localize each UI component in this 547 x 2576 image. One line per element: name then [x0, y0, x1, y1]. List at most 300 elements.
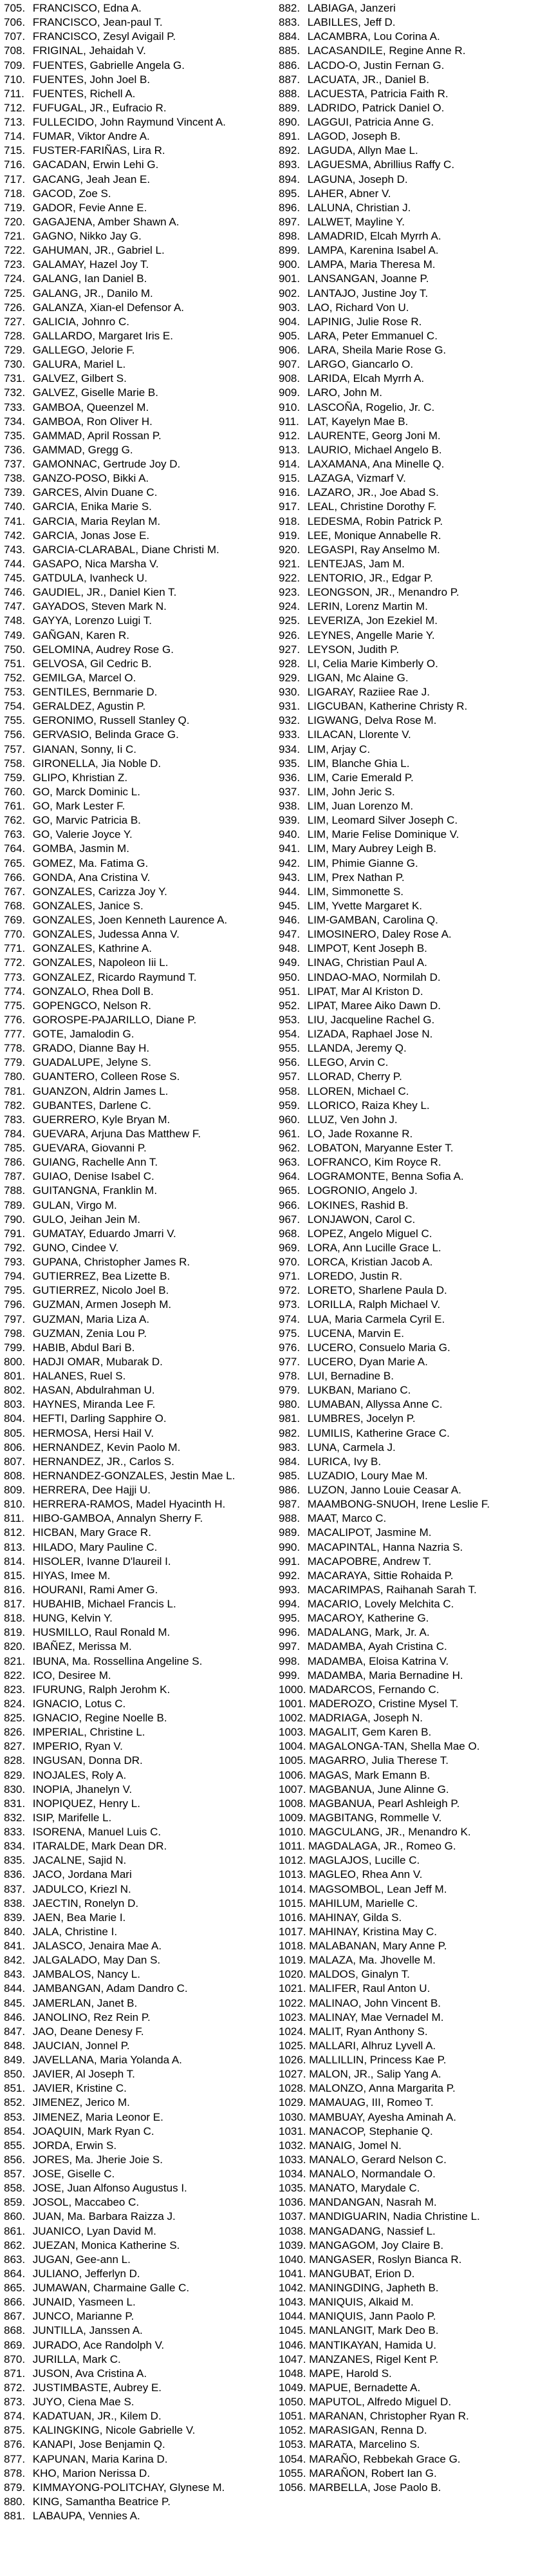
- list-item: [4, 1469, 274, 1483]
- list-item: [4, 415, 274, 429]
- list-item: [279, 1426, 547, 1441]
- list-item-name: LUCENA, Marvin E.: [307, 1327, 404, 1340]
- list-item-number: 763.: [4, 828, 26, 841]
- list-item-name: MALDOS, Ginalyn T.: [309, 1968, 410, 1981]
- list-item-number: 1027.: [279, 2068, 306, 2081]
- list-item-number: 995.: [279, 1612, 301, 1625]
- list-item: [4, 529, 274, 543]
- list-item-name: LAURENTE, Georg Joni M.: [307, 429, 441, 442]
- list-item-number: 1054.: [279, 2452, 306, 2465]
- list-item-name: LORCA, Kristian Jacob A.: [307, 1256, 433, 1268]
- list-item-number: 925.: [279, 614, 301, 627]
- list-item-number: 1001.: [279, 1697, 306, 1710]
- list-item-number: 817.: [4, 1598, 26, 1610]
- list-item-name: LIMOSINERO, Daley Rose A.: [307, 928, 452, 941]
- list-item-name: FUENTES, John Joel B.: [32, 73, 151, 86]
- list-item-number: 1041.: [279, 2267, 306, 2280]
- list-item-name: GAMBOA, Queenzel M.: [32, 401, 149, 413]
- list-item-number: 878.: [4, 2467, 26, 2479]
- list-item-number: 872.: [4, 2381, 26, 2394]
- list-item-name: MANDANGAN, Nasrah M.: [309, 2196, 437, 2209]
- list-item-number: 1037.: [279, 2210, 306, 2223]
- list-item: [4, 15, 274, 30]
- list-item-name: GUADALUPE, Jelyne S.: [32, 1056, 151, 1069]
- list-item-number: 907.: [279, 358, 301, 371]
- list-item-name: LEVERIZA, Jon Ezekiel M.: [307, 614, 438, 627]
- list-item-number: 762.: [4, 814, 26, 827]
- list-item: [279, 115, 547, 129]
- list-item-name: JIMENEZ, Jerico M.: [32, 2096, 130, 2109]
- list-item-name: LEGASPI, Ray Anselmo M.: [307, 543, 440, 556]
- list-item-number: 747.: [4, 600, 26, 613]
- list-item: [279, 2281, 547, 2295]
- list-item-name: JAVIER, Kristine C.: [32, 2082, 127, 2095]
- list-item-number: 1025.: [279, 2039, 306, 2052]
- list-item: [279, 2195, 547, 2210]
- list-item-number: 753.: [4, 686, 26, 698]
- list-item-number: 892.: [279, 144, 301, 157]
- list-item-number: 735.: [4, 429, 26, 442]
- list-item-number: 1050.: [279, 2396, 306, 2408]
- list-item-number: 732.: [4, 386, 26, 399]
- list-item-name: KING, Samantha Beatrice P.: [32, 2495, 171, 2508]
- list-item-name: MACARAYA, Sittie Rohaida P.: [307, 1569, 454, 1582]
- list-item: [279, 942, 547, 956]
- list-item-name: ISORENA, Manuel Luis C.: [32, 1826, 162, 1838]
- list-item-name: GERVASIO, Belinda Grace G.: [32, 728, 179, 741]
- list-item-name: LIM, Phimie Gianne G.: [307, 857, 418, 869]
- list-item-name: LURICA, Ivy B.: [307, 1455, 382, 1468]
- list-item-name: GONZALES, Joen Kenneth Laurence A.: [32, 914, 228, 926]
- list-item: [279, 1241, 547, 1255]
- list-item: [279, 1099, 547, 1113]
- list-item-name: GUMATAY, Eduardo Jmarri V.: [32, 1227, 176, 1240]
- list-item: [4, 272, 274, 286]
- list-item-number: 988.: [279, 1512, 301, 1525]
- list-item: [4, 329, 274, 343]
- list-item-number: 909.: [279, 386, 301, 399]
- list-item-number: 796.: [4, 1298, 26, 1311]
- list-item: [4, 1383, 274, 1397]
- list-item-number: 901.: [279, 272, 301, 285]
- list-item: [4, 1255, 274, 1269]
- list-item-name: GOTE, Jamalodin G.: [32, 1028, 134, 1040]
- list-item-number: 768.: [4, 899, 26, 912]
- list-item: [4, 2210, 274, 2224]
- list-item-name: GUIANG, Rachelle Ann T.: [32, 1156, 158, 1169]
- list-item-name: GONZALES, Kathrine A.: [32, 942, 152, 955]
- list-item-number: 782.: [4, 1099, 26, 1112]
- list-item-number: 974.: [279, 1312, 301, 1325]
- list-item-number: 740.: [4, 500, 26, 513]
- list-item: [279, 1654, 547, 1669]
- list-item-name: KANAPI, Jose Benjamin Q.: [32, 2438, 165, 2451]
- list-item-name: LIM, Prex Nathan P.: [307, 871, 405, 884]
- list-item-name: GONZALES, Janice S.: [32, 899, 144, 912]
- list-item-name: JURADO, Ace Randolph V.: [32, 2338, 165, 2351]
- list-item-name: JOAQUIN, Mark Ryan C.: [32, 2125, 154, 2137]
- list-item: [279, 301, 547, 315]
- list-item: [4, 1911, 274, 1925]
- list-item: [4, 1013, 274, 1027]
- list-item: [4, 1540, 274, 1555]
- list-item: [4, 30, 274, 44]
- list-item-number: 754.: [4, 700, 26, 713]
- list-item: [279, 2267, 547, 2281]
- list-item-number: 1053.: [279, 2438, 306, 2451]
- list-item: [4, 1526, 274, 1540]
- list-item-number: 855.: [4, 2139, 26, 2152]
- list-item-name: GAUDIEL, JR., Daniel Kien T.: [32, 586, 177, 599]
- list-item-name: GALLEGO, Jelorie F.: [32, 344, 135, 356]
- list-item-number: 727.: [4, 315, 26, 328]
- list-item-number: 908.: [279, 372, 301, 385]
- list-item-name: GAGNO, Nikko Jay G.: [32, 230, 142, 242]
- list-item: [279, 1327, 547, 1341]
- list-item: [279, 1155, 547, 1170]
- list-item-number: 791.: [4, 1227, 26, 1240]
- list-item-name: GONZALO, Rhea Doll B.: [32, 985, 154, 998]
- list-item-name: LEDESMA, Robin Patrick P.: [307, 515, 443, 527]
- list-item-name: KADATUAN, JR., Kilem D.: [32, 2410, 162, 2423]
- list-item: [4, 671, 274, 685]
- list-item: [4, 2011, 274, 2025]
- list-item-number: 902.: [279, 287, 301, 299]
- list-item-number: 1023.: [279, 2011, 306, 2023]
- list-item: [279, 1825, 547, 1839]
- list-item-name: JUANICO, Lyan David M.: [32, 2224, 156, 2237]
- list-item: [4, 813, 274, 828]
- list-item-number: 834.: [4, 1840, 26, 1853]
- list-item: [279, 2081, 547, 2096]
- list-item: [279, 1939, 547, 1953]
- list-item: [279, 614, 547, 628]
- list-item-name: LEONGSON, JR., Menandro P.: [307, 586, 459, 599]
- list-item-number: 985.: [279, 1469, 301, 1482]
- list-item-name: GAGAJENA, Amber Shawn A.: [32, 215, 180, 228]
- list-item: [279, 1725, 547, 1739]
- right-name-column: [279, 1, 547, 2495]
- list-item: [4, 1027, 274, 1041]
- list-item-number: 1032.: [279, 2139, 306, 2152]
- list-item-number: 730.: [4, 358, 26, 371]
- list-item-number: 848.: [4, 2039, 26, 2052]
- list-item-number: 918.: [279, 515, 301, 527]
- list-item-number: 971.: [279, 1270, 301, 1283]
- list-item-number: 829.: [4, 1768, 26, 1781]
- left-name-column: [4, 1, 274, 2523]
- list-item-number: 828.: [4, 1754, 26, 1767]
- list-item-number: 877.: [4, 2452, 26, 2465]
- list-item: [4, 1298, 274, 1312]
- list-item-name: LAGUDA, Allyn Mae L.: [307, 144, 418, 157]
- list-item-name: MANZANES, Rigel Kent P.: [309, 2353, 439, 2365]
- list-item-name: GOROSPE-PAJARILLO, Diane P.: [32, 1013, 197, 1026]
- list-item-number: 831.: [4, 1797, 26, 1810]
- list-item-name: LLORICO, Raiza Khey L.: [307, 1099, 430, 1112]
- list-item-name: JACALNE, Sajid N.: [32, 1854, 127, 1867]
- list-item: [279, 44, 547, 58]
- list-item: [4, 443, 274, 457]
- list-item-number: 717.: [4, 173, 26, 185]
- list-item-name: JACO, Jordana Mari: [32, 1868, 132, 1881]
- list-item-name: MANLANGIT, Mark Deo B.: [309, 2324, 439, 2337]
- list-item: [279, 1397, 547, 1412]
- list-item-name: MAMBUAY, Ayesha Aminah A.: [309, 2110, 456, 2123]
- list-item: [4, 1853, 274, 1868]
- list-item-name: FUSTER-FARIÑAS, Lira R.: [32, 144, 165, 157]
- list-item-name: LABILLES, Jeff D.: [307, 16, 396, 29]
- list-item-name: HERMOSA, Hersi Hail V.: [32, 1426, 154, 1439]
- list-item-number: 807.: [4, 1455, 26, 1468]
- list-item: [4, 372, 274, 386]
- list-item-number: 725.: [4, 287, 26, 299]
- list-item-number: 973.: [279, 1298, 301, 1311]
- list-item: [4, 2467, 274, 2481]
- list-item-name: HIBO-GAMBOA, Annalyn Sherry F.: [32, 1512, 203, 1525]
- list-item-name: MARBELLA, Jose Paolo B.: [309, 2481, 441, 2494]
- list-item-number: 954.: [279, 1028, 301, 1040]
- list-item-name: GARCIA, Jonas Jose E.: [32, 529, 150, 542]
- list-item-name: GUZMAN, Armen Joseph M.: [32, 1298, 172, 1311]
- list-item-name: GOMEZ, Ma. Fatima G.: [32, 857, 149, 869]
- list-item: [4, 1882, 274, 1897]
- list-item: [4, 1555, 274, 1569]
- list-item-name: GASAPO, Nica Marsha V.: [32, 557, 159, 570]
- list-item-name: LAZARO, JR., Joe Abad S.: [307, 486, 439, 499]
- list-item: [4, 1041, 274, 1056]
- list-item: [279, 643, 547, 657]
- list-item: [4, 1184, 274, 1198]
- list-item: [4, 1355, 274, 1369]
- list-item-number: 914.: [279, 458, 301, 470]
- list-item: [4, 2267, 274, 2281]
- list-item-name: LARIDA, Elcah Myrrh A.: [307, 372, 425, 385]
- list-item-name: INOPIA, Jhanelyn V.: [32, 1783, 133, 1795]
- list-item-name: MAGLAJOS, Lucille C.: [309, 1854, 420, 1867]
- list-item-number: 711.: [4, 87, 24, 100]
- list-item-name: LASCOÑA, Rogelio, Jr. C.: [307, 401, 435, 413]
- list-item: [279, 799, 547, 813]
- list-item-number: 1011.: [279, 1840, 306, 1853]
- list-item-name: LO, Jade Roxanne R.: [307, 1127, 413, 1140]
- list-item-name: LONJAWON, Carol C.: [307, 1213, 416, 1226]
- list-item-number: 1048.: [279, 2367, 306, 2380]
- list-item: [279, 2253, 547, 2267]
- list-item: [279, 1967, 547, 1982]
- list-item: [4, 757, 274, 771]
- list-item-number: 819.: [4, 1626, 26, 1639]
- list-item-number: 766.: [4, 871, 26, 884]
- list-item-name: JUSON, Ava Cristina A.: [32, 2367, 147, 2380]
- list-item-number: 957.: [279, 1070, 301, 1083]
- list-item-number: 935.: [279, 757, 301, 770]
- list-item-name: MANGASER, Roslyn Bianca R.: [309, 2253, 462, 2266]
- list-item: [4, 543, 274, 557]
- list-item-number: 836.: [4, 1868, 26, 1881]
- list-item-name: LLOREN, Michael C.: [307, 1084, 409, 1097]
- list-item-number: 793.: [4, 1256, 26, 1268]
- list-item-number: 977.: [279, 1355, 301, 1368]
- list-item-name: MANALO, Gerard Nelson C.: [309, 2153, 447, 2166]
- list-item-name: ISIP, Marifelle L.: [32, 1811, 112, 1824]
- list-item-number: 871.: [4, 2367, 26, 2380]
- list-item-number: 739.: [4, 486, 26, 499]
- list-item-number: 1016.: [279, 1911, 306, 1924]
- list-item: [279, 1982, 547, 1996]
- list-item-name: HUSMILLO, Raul Ronald M.: [32, 1626, 171, 1639]
- list-item: [4, 1113, 274, 1127]
- list-item-number: 895.: [279, 187, 301, 200]
- list-item-name: GUZMAN, Maria Liza A.: [32, 1312, 150, 1325]
- list-item-name: IMPERIO, Ryan V.: [32, 1740, 123, 1753]
- list-item-name: LIMPOT, Kent Joseph B.: [307, 942, 427, 955]
- list-item-number: 904.: [279, 315, 301, 328]
- list-item: [279, 2409, 547, 2423]
- list-item-name: HERNANDEZ-GONZALES, Jestin Mae L.: [32, 1469, 236, 1482]
- list-item-number: 1029.: [279, 2096, 306, 2109]
- list-item-number: 748.: [4, 614, 26, 627]
- list-item-name: GALLARDO, Margaret Iris E.: [32, 329, 173, 342]
- list-item: [4, 2423, 274, 2438]
- list-item-name: MAGSOMBOL, Lean Jeff M.: [309, 1882, 447, 1895]
- list-item-name: LANSANGAN, Joanne P.: [307, 272, 429, 285]
- list-item-number: 1017.: [279, 1925, 306, 1938]
- list-item-name: LENTORIO, JR., Edgar P.: [307, 572, 433, 584]
- list-item: [279, 1013, 547, 1027]
- list-item-number: 997.: [279, 1640, 301, 1653]
- list-item-name: LACAMBRA, Lou Corina A.: [307, 30, 440, 43]
- list-item-number: 923.: [279, 586, 301, 599]
- list-item: [279, 2224, 547, 2239]
- list-item-name: HERNANDEZ, Kevin Paolo M.: [32, 1441, 181, 1454]
- list-item-number: 770.: [4, 928, 26, 941]
- list-item-name: LAGOD, Joseph B.: [307, 130, 401, 143]
- list-item-number: 879.: [4, 2481, 26, 2494]
- list-item-name: JORES, Ma. Jherie Joie S.: [32, 2153, 163, 2166]
- list-item-number: 1049.: [279, 2381, 306, 2394]
- list-item-number: 776.: [4, 1013, 26, 1026]
- list-item: [279, 1312, 547, 1327]
- list-item-name: GRADO, Dianne Bay H.: [32, 1042, 150, 1055]
- list-item-name: LABIAGA, Janzeri: [307, 2, 396, 14]
- list-item-name: LUNA, Carmela J.: [307, 1441, 396, 1454]
- list-item: [4, 913, 274, 927]
- list-item: [4, 1455, 274, 1469]
- list-item-name: MALLILLIN, Princess Kae P.: [309, 2054, 447, 2066]
- list-item: [4, 287, 274, 301]
- list-item-name: GACANG, Jeah Jean E.: [32, 173, 151, 185]
- list-item-number: 712.: [4, 101, 26, 114]
- list-item-number: 1026.: [279, 2054, 306, 2066]
- list-item-number: 943.: [279, 871, 301, 884]
- list-item-number: 888.: [279, 87, 301, 100]
- list-item-number: 1035.: [279, 2182, 306, 2195]
- list-item-number: 952.: [279, 999, 301, 1012]
- list-item: [4, 2452, 274, 2467]
- list-item-name: MAAMBONG-SNUOH, Irene Leslie F.: [307, 1498, 490, 1511]
- list-item-number: 994.: [279, 1598, 301, 1610]
- list-item-name: MAPUTOL, Alfredo Miguel D.: [309, 2396, 452, 2408]
- list-item: [279, 1141, 547, 1155]
- list-item-number: 947.: [279, 928, 301, 941]
- list-item: [279, 2139, 547, 2153]
- list-item-name: GIANAN, Sonny, Ii C.: [32, 743, 136, 755]
- list-item-number: 850.: [4, 2068, 26, 2081]
- list-item-number: 856.: [4, 2153, 26, 2166]
- list-item: [279, 372, 547, 386]
- list-item-name: LORETO, Sharlene Paula D.: [307, 1284, 447, 1297]
- list-item: [279, 1127, 547, 1141]
- list-item-number: 798.: [4, 1327, 26, 1340]
- list-item-name: JALA, Christine I.: [32, 1925, 118, 1938]
- list-item-number: 963.: [279, 1156, 301, 1169]
- list-item: [279, 1383, 547, 1397]
- list-item-number: 731.: [4, 372, 26, 385]
- list-item-name: FUENTES, Gabrielle Angela G.: [32, 59, 185, 71]
- list-item-name: GOPENGCO, Nelson R.: [32, 999, 151, 1012]
- list-item-name: LEAL, Christine Dorothy F.: [307, 500, 437, 513]
- list-item-name: LADRIDO, Patrick Daniel O.: [307, 101, 445, 114]
- list-item: [4, 1897, 274, 1911]
- list-item: [4, 1341, 274, 1355]
- list-item: [279, 2167, 547, 2181]
- list-item-number: 1003.: [279, 1726, 306, 1739]
- list-item-number: 772.: [4, 956, 26, 969]
- list-item-number: 812.: [4, 1526, 26, 1539]
- list-item: [4, 1683, 274, 1697]
- list-item-number: 1020.: [279, 1968, 306, 1981]
- list-item: [4, 657, 274, 671]
- list-item-name: JADULCO, Kriezl N.: [32, 1882, 131, 1895]
- list-item-name: MAHILUM, Marielle C.: [309, 1897, 418, 1909]
- list-item-number: 920.: [279, 543, 301, 556]
- list-item-name: MAHINAY, Kristina May C.: [309, 1925, 437, 1938]
- list-item: [279, 158, 547, 172]
- list-item-name: LUMILIS, Katherine Grace C.: [307, 1426, 450, 1439]
- list-item-name: MAGBITANG, Rommelle V.: [309, 1811, 442, 1824]
- list-item: [4, 115, 274, 129]
- list-item-name: LIM, Yvette Margaret K.: [307, 899, 423, 912]
- list-item-number: 981.: [279, 1412, 301, 1425]
- list-item-number: 887.: [279, 73, 301, 86]
- list-item-number: 789.: [4, 1198, 26, 1211]
- list-item-name: JUSTIMBASTE, Aubrey E.: [32, 2381, 162, 2394]
- list-item: [4, 486, 274, 500]
- list-item-number: 851.: [4, 2082, 26, 2095]
- list-item-number: 991.: [279, 1555, 301, 1567]
- list-item-name: LAHER, Abner V.: [307, 187, 391, 200]
- list-item-number: 885.: [279, 44, 301, 57]
- list-item-name: MAAT, Marco C.: [307, 1512, 387, 1525]
- list-item-name: JUNAID, Yasmeen L.: [32, 2296, 136, 2309]
- list-item: [4, 1369, 274, 1383]
- list-item: [4, 1283, 274, 1298]
- list-item-name: LERIN, Lorenz Martin M.: [307, 600, 428, 613]
- list-item: [4, 2110, 274, 2125]
- list-item-number: 808.: [4, 1469, 26, 1482]
- list-item: [279, 1497, 547, 1511]
- list-item-name: GUPANA, Christopher James R.: [32, 1256, 190, 1268]
- list-item: [4, 2438, 274, 2452]
- list-item-number: 830.: [4, 1783, 26, 1795]
- list-item-number: 873.: [4, 2396, 26, 2408]
- list-item-number: 905.: [279, 329, 301, 342]
- list-item: [279, 1853, 547, 1868]
- list-item-name: MACAPINTAL, Hanna Nazria S.: [307, 1540, 463, 1553]
- list-item-number: 917.: [279, 500, 301, 513]
- list-item-name: MANIQUIS, Jann Paolo P.: [309, 2310, 436, 2323]
